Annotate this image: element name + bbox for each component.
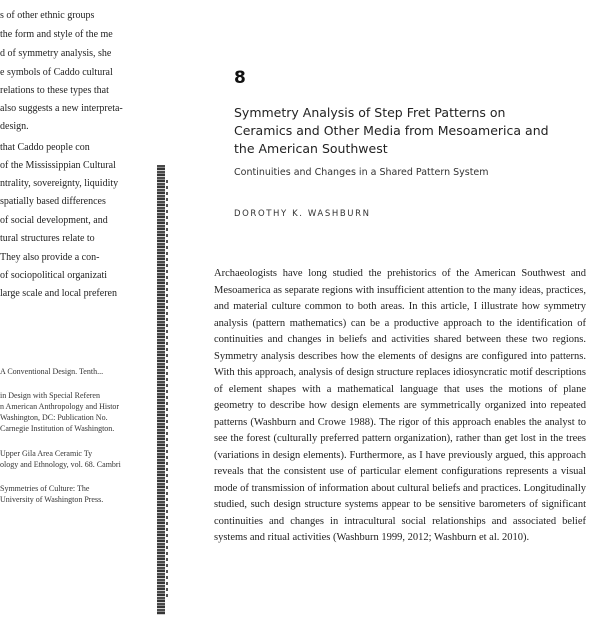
left-page-reference: Carnegie Institution of Washington. — [0, 424, 115, 433]
left-page-line: that Caddo people con — [0, 142, 90, 153]
body-paragraph: Archaeologists have long studied the prehistorics of the American Southwest and Mesoamerica as separate regions with insufficient attention to the many ideas, practices, and material culture common to both areas. In this article, I illustrate how symmetry analysis (pattern mathematics) can be a productive approach to the identification of continuities and changes in beliefs and activities shared between these two regions. Symmetry analysis describes how the elements of designs are configured into patterns. With this approach, analysis of design structure replaces idiosyncratic motif descriptions of element shapes with a mathematical language that uses the motions of plane geometry to describe how design elements are symmetrically organized into repeated patterns (Washburn and Crowe 1988). The rigor of this approach enables the analyst to see the forest (culturally preferred pattern organization), rather than get lost in the trees (variations in design elements). Furthermore, as I have previously argued, this approach reveals that the consistent use of particular element configurations represents a visual mode of transmission of information about cultural beliefs and practices. Longitudinally studied, such design structure systems appear to be sensitive barometers of significant continuities and changes in intracultural social relationships and associated belief systems and ritual activities (Washburn 1999, 2012; Washburn et al. 2010). — [214, 268, 586, 543]
left-page-line: design. — [0, 121, 29, 132]
left-page-line: of sociopolitical organizati — [0, 270, 108, 281]
left-page-line: relations to these types that — [0, 85, 109, 96]
left-page-reference: in Design with Special Referen — [0, 391, 100, 400]
left-page-reference: n American Anthropology and Histor — [0, 402, 120, 411]
left-page-reference: A Conventional Design. Tenth... — [0, 367, 104, 376]
left-page-line: They also provide a con- — [0, 252, 100, 263]
left-page-reference: Symmetries of Culture: The — [0, 484, 90, 493]
left-page-line: e symbols of Caddo cultural — [0, 67, 113, 78]
left-page-line: tural structures relate to — [0, 233, 95, 244]
left-page-line: d of symmetry analysis, she — [0, 48, 112, 59]
left-page-line: the form and style of the me — [0, 29, 113, 40]
left-page-reference: Upper Gila Area Ceramic Ty — [0, 449, 93, 458]
left-page-line: of the Mississippian Cultural — [0, 160, 116, 171]
book-gutter-shadow — [157, 165, 165, 615]
facing-page — [0, 0, 150, 644]
left-page-line: also suggests a new interpreta- — [0, 103, 123, 114]
left-page-line: large scale and local preferen — [0, 288, 117, 299]
left-page-line: of social development, and — [0, 215, 108, 226]
left-page-reference: University of Washington Press. — [0, 495, 104, 504]
chapter-number: 8 — [234, 68, 246, 88]
chapter-title: Symmetry Analysis of Step Fret Patterns on Ceramics and Other Media from Mesoamerica and the American Southwest — [234, 105, 549, 156]
left-page-line: ntrality, sovereignty, liquidity — [0, 178, 119, 189]
left-page-reference: ology and Ethnology, vol. 68. Cambri — [0, 460, 121, 469]
chapter-subtitle: Continuities and Changes in a Shared Pattern System — [234, 167, 489, 178]
chapter-author: DOROTHY K. WASHBURN — [234, 209, 371, 219]
book-gutter-edge — [166, 180, 168, 600]
left-page-line: s of other ethnic groups — [0, 10, 95, 21]
left-page-reference: Washington, DC: Publication No. — [0, 413, 108, 422]
left-page-line: spatially based differences — [0, 196, 106, 207]
